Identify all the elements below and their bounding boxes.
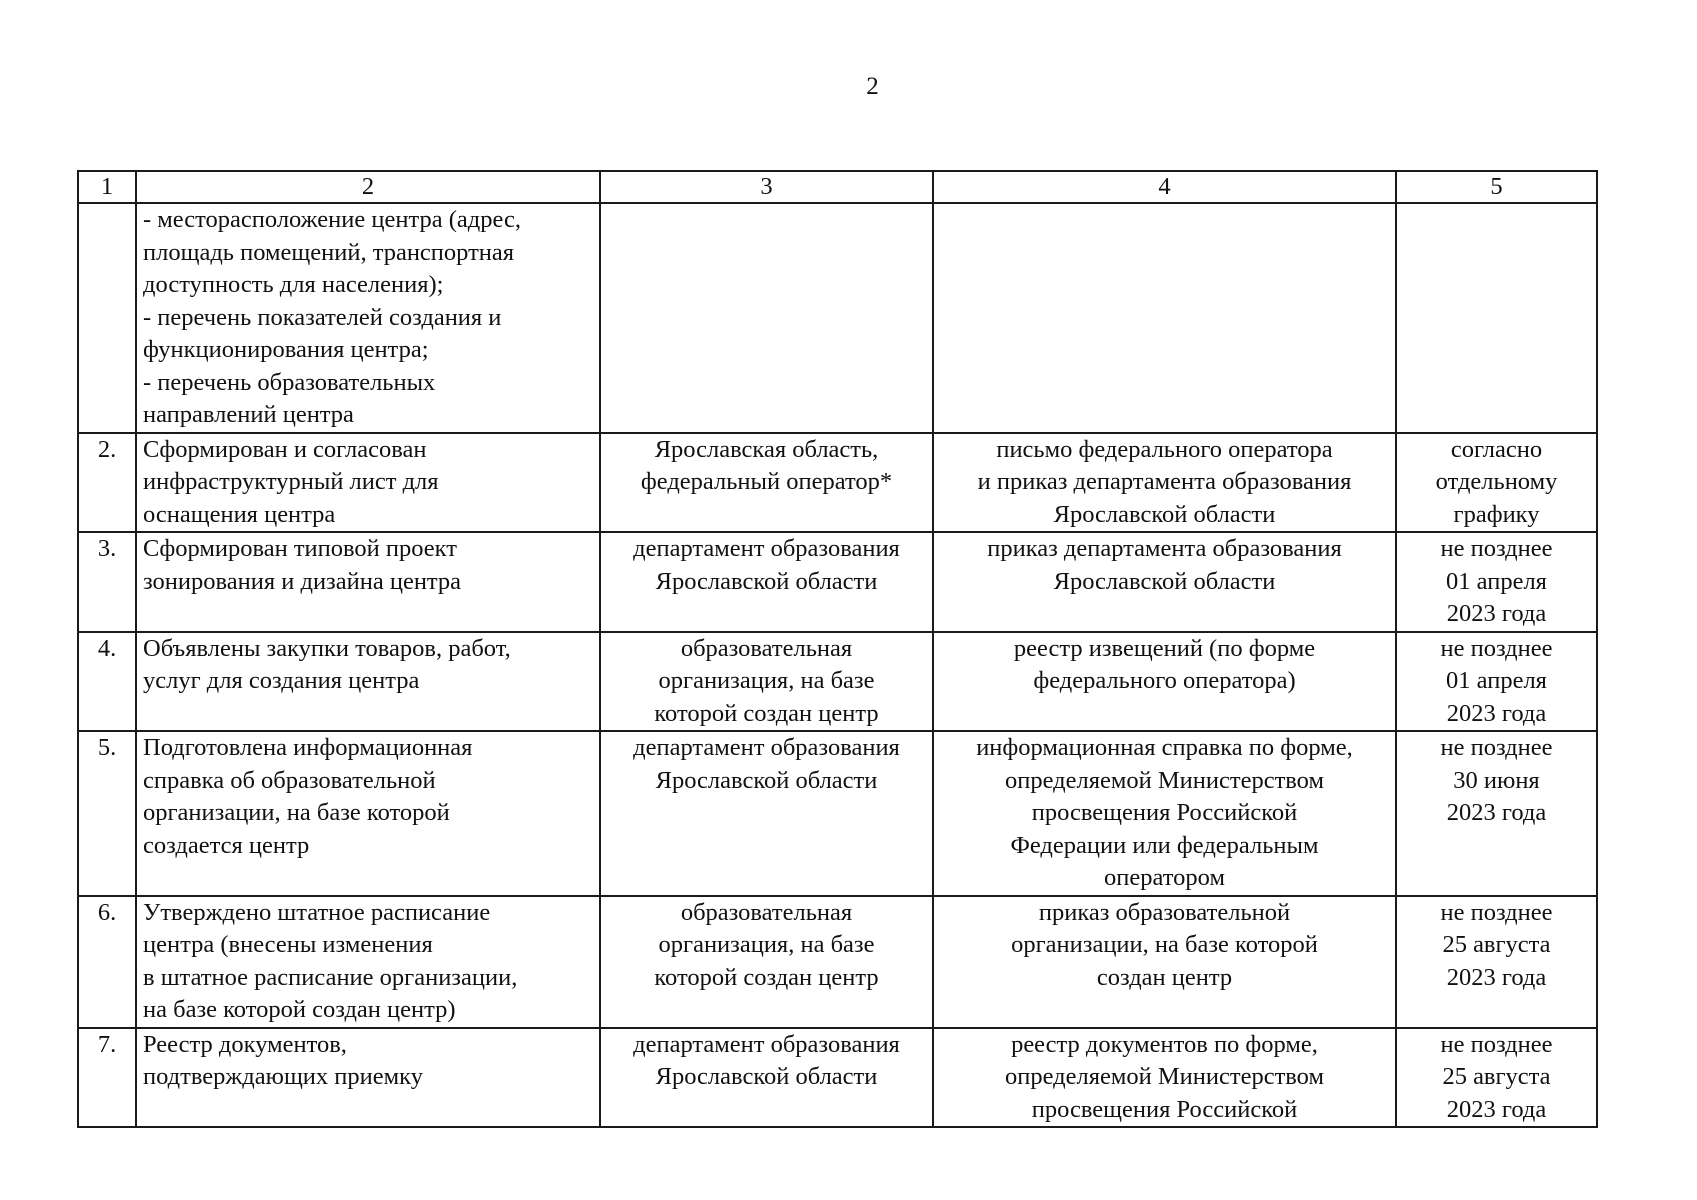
cell-text-line: 01 апреля: [1446, 667, 1547, 694]
cell-text-line: инфраструктурный лист для: [143, 468, 439, 495]
deadline-cell: [1396, 731, 1597, 896]
activity-cell: [136, 532, 600, 632]
table-row: [78, 731, 1597, 896]
cell-text-line: Реестр документов,: [143, 1030, 347, 1058]
cell-text-line: организации, на базе которой: [143, 799, 450, 826]
cell-text-line: Утверждено штатное расписание: [143, 898, 491, 926]
header-cell: 5: [1396, 171, 1597, 203]
activity-cell: [136, 1028, 600, 1128]
deadline-cell: [1396, 896, 1597, 1028]
cell-text-line: Сформирован и согласован: [143, 435, 427, 463]
header-cell: 2: [136, 171, 600, 203]
cell-text-line: - перечень показателей создания и: [143, 303, 502, 331]
deadline-cell: [1396, 433, 1597, 533]
row-number-cell: 6.: [78, 896, 136, 1028]
activity-cell: [136, 203, 600, 433]
cell-text-line: не позднее: [1440, 734, 1553, 761]
cell-text-line: 2023 года: [1446, 963, 1547, 991]
cell-text-line: федеральный оператор*: [640, 468, 893, 495]
cell-text-line: оснащения центра: [143, 500, 336, 528]
document-cell: [933, 1028, 1396, 1128]
cell-text-line: не позднее: [1440, 1030, 1553, 1058]
activity-cell: [136, 433, 600, 533]
responsible-cell: [600, 1028, 933, 1128]
cell-text-line: создан центр: [1096, 963, 1233, 991]
document-cell: [933, 433, 1396, 533]
cell-text-line: определяемой Министерством: [1005, 766, 1324, 794]
cell-text-line: не позднее: [1440, 535, 1553, 562]
responsible-cell: [600, 632, 933, 732]
activity-cell: [136, 896, 600, 1028]
cell-text-line: графику: [1453, 500, 1540, 528]
cell-text-line: Федерации или федеральным: [1010, 831, 1319, 859]
cell-text-line: справка об образовательной: [143, 766, 436, 794]
document-cell: [933, 632, 1396, 732]
header-cell: 1: [78, 171, 136, 203]
cell-text-line: информационная справка по форме,: [976, 734, 1353, 761]
cell-text-line: департамент образования: [633, 734, 900, 761]
plan-table: [77, 170, 1598, 1128]
table-row: [78, 1028, 1597, 1128]
cell-text-line: зонирования и дизайна центра: [143, 567, 462, 595]
responsible-cell: [600, 203, 933, 433]
cell-text-line: Ярославской области: [1053, 500, 1276, 528]
cell-text-line: организации, на базе которой: [1011, 931, 1318, 958]
row-number-cell: 5.: [78, 731, 136, 896]
header-cell: 4: [933, 171, 1396, 203]
cell-text-line: реестр документов по форме,: [1011, 1030, 1318, 1058]
cell-text-line: направлений центра: [143, 401, 354, 428]
cell-text-line: федерального оператора): [1033, 667, 1296, 694]
table-row: [78, 532, 1597, 632]
deadline-cell: [1396, 203, 1597, 433]
responsible-cell: [600, 433, 933, 533]
activity-cell: [136, 632, 600, 732]
row-number-cell: [78, 203, 136, 433]
document-cell: [933, 532, 1396, 632]
cell-text-line: Сформирован типовой проект: [143, 535, 457, 562]
cell-text-line: отдельному: [1435, 468, 1558, 495]
cell-text-line: просвещения Российской: [1031, 799, 1298, 826]
cell-text-line: 2023 года: [1446, 600, 1547, 627]
cell-text-line: Ярославская область,: [654, 435, 879, 463]
cell-text-line: услуг для создания центра: [143, 667, 420, 694]
cell-text-line: Объявлены закупки товаров, работ,: [143, 634, 511, 662]
cell-text-line: департамент образования: [633, 535, 900, 562]
document-cell: [933, 203, 1396, 433]
cell-text-line: которой создан центр: [654, 699, 879, 727]
cell-text-line: просвещения Российской: [1031, 1095, 1298, 1123]
cell-text-line: которой создан центр: [654, 963, 879, 991]
deadline-cell: [1396, 532, 1597, 632]
table-row: [78, 896, 1597, 1028]
cell-text-line: департамент образования: [633, 1030, 900, 1058]
row-number-cell: 3.: [78, 532, 136, 632]
row-number-cell: 7.: [78, 1028, 136, 1128]
table-row: [78, 632, 1597, 732]
activity-cell: [136, 731, 600, 896]
cell-text-line: согласно: [1450, 435, 1543, 463]
row-number-cell: 4.: [78, 632, 136, 732]
cell-text-line: 30 июня: [1453, 766, 1540, 794]
cell-text-line: не позднее: [1440, 898, 1553, 926]
cell-text-line: - месторасположение центра (адрес,: [143, 206, 521, 233]
table-row: [78, 433, 1597, 533]
cell-text-line: приказ образовательной: [1038, 898, 1291, 926]
cell-text-line: образовательная: [680, 634, 853, 662]
cell-text-line: приказ департамента образования: [987, 535, 1342, 562]
cell-text-line: 2023 года: [1446, 1095, 1547, 1123]
header-cell: 3: [600, 171, 933, 203]
responsible-cell: [600, 731, 933, 896]
cell-text-line: реестр извещений (по форме: [1013, 634, 1316, 662]
cell-text-line: 01 апреля: [1446, 567, 1547, 595]
cell-text-line: 2023 года: [1446, 799, 1547, 826]
deadline-cell: [1396, 632, 1597, 732]
cell-text-line: функционирования центра;: [143, 336, 429, 363]
cell-text-line: 25 августа: [1442, 931, 1551, 958]
cell-text-line: площадь помещений, транспортная: [143, 238, 515, 266]
cell-text-line: организация, на базе: [658, 667, 875, 694]
cell-text-line: Ярославской области: [655, 567, 878, 595]
page-number: 2: [866, 73, 879, 100]
document-cell: [933, 731, 1396, 896]
cell-text-line: и приказ департамента образования: [977, 468, 1352, 495]
row-number-cell: 2.: [78, 433, 136, 533]
cell-text-line: оператором: [1104, 864, 1225, 891]
deadline-cell: [1396, 1028, 1597, 1128]
cell-text-line: на базе которой создан центр): [143, 996, 456, 1023]
cell-text-line: создается центр: [143, 831, 310, 859]
cell-text-line: Подготовлена информационная: [143, 734, 473, 761]
cell-text-line: не позднее: [1440, 634, 1553, 662]
cell-text-line: Ярославской области: [655, 1063, 878, 1090]
cell-text-line: 2023 года: [1446, 699, 1547, 727]
cell-text-line: центра (внесены изменения: [143, 931, 433, 958]
cell-text-line: образовательная: [680, 898, 853, 926]
cell-text-line: Ярославской области: [655, 766, 878, 794]
responsible-cell: [600, 532, 933, 632]
cell-text-line: 25 августа: [1442, 1063, 1551, 1090]
cell-text-line: в штатное расписание организации,: [143, 963, 518, 991]
document-cell: [933, 896, 1396, 1028]
plan-table-body: [78, 171, 1597, 1127]
responsible-cell: [600, 896, 933, 1028]
cell-text-line: организация, на базе: [658, 931, 875, 958]
cell-text-line: определяемой Министерством: [1005, 1063, 1324, 1090]
cell-text-line: письмо федерального оператора: [996, 435, 1333, 463]
table-row: [78, 203, 1597, 433]
cell-text-line: - перечень образовательных: [143, 368, 436, 396]
cell-text-line: подтверждающих приемку: [143, 1063, 423, 1090]
cell-text-line: Ярославской области: [1053, 567, 1276, 595]
cell-text-line: доступность для населения);: [143, 271, 444, 298]
header-row: [78, 171, 1597, 203]
